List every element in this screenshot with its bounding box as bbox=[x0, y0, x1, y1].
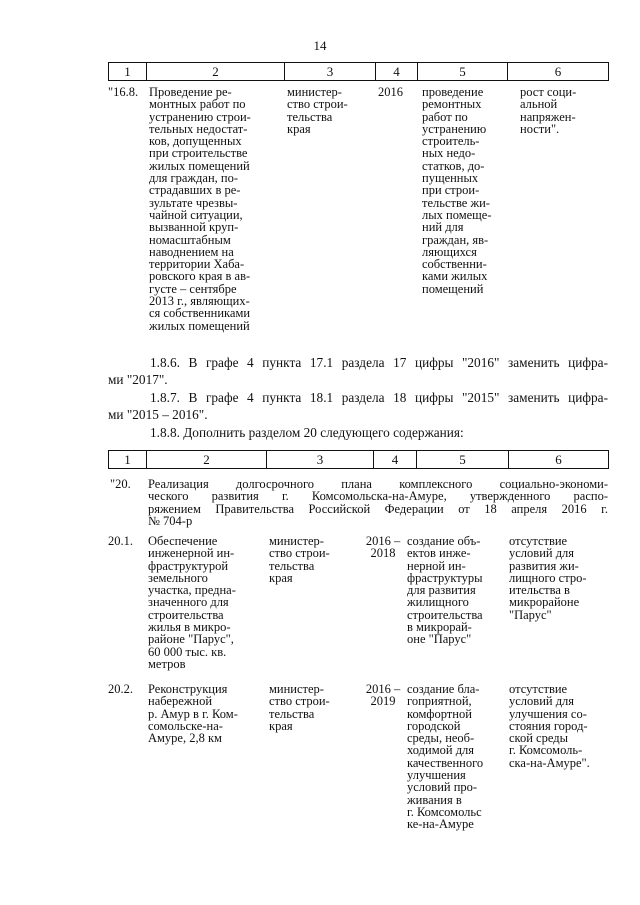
row-period: 2016 bbox=[378, 85, 403, 99]
section-title-line2: ческого развития г. Комсомольска-на-Амуре, утвержденного распо- bbox=[148, 489, 608, 504]
table2-header-col-1: 1 bbox=[109, 451, 147, 469]
section-title-line1: Реализация долгосрочного плана комплексного социально-экономи- bbox=[148, 477, 608, 491]
table1-header-col-4: 4 bbox=[376, 63, 418, 81]
table1-header-col-5: 5 bbox=[418, 63, 508, 81]
row-number: 20.1. bbox=[108, 534, 133, 548]
row-number: "16.8. bbox=[108, 85, 139, 99]
row-number: 20.2. bbox=[108, 682, 133, 696]
table1-header-col-3: 3 bbox=[285, 63, 376, 81]
section-title-line4: № 704-р bbox=[148, 513, 193, 528]
paragraph-1-8-8-text: 1.8.8. Дополнить разделом 20 следующего содержания: bbox=[150, 425, 464, 440]
table2-header-col-3: 3 bbox=[267, 451, 374, 469]
table1-header-col-6: 6 bbox=[508, 63, 609, 81]
table2-header-col-6: 6 bbox=[509, 451, 609, 469]
row-activity: Проведение ре- монтных работ по устранению строи- тельных недостат- ков, допущенных при строительстве жилых помещений для граждан, по- страдавших в ре- зультате чрезвы- чайной ситуации, вызванной круп- номасштабным наводнением на территории Хаба- ровского края в ав- густе – сентябре 2013 г., являющих- ся собственниками жилых помещений bbox=[149, 85, 251, 333]
row-risk: отсутствие условий для развития жи- лищного стро- ительства в микрорайоне "Парус" bbox=[509, 534, 587, 622]
paragraph-1-8-6 bbox=[108, 354, 608, 388]
page-number: 14 bbox=[313, 38, 327, 53]
row-executor: министер- ство строи- тельства края bbox=[269, 534, 330, 585]
table1-header bbox=[108, 62, 609, 81]
table2-header-col-2: 2 bbox=[147, 451, 267, 469]
row-result: создание бла- гоприятной, комфортной городской среды, необ- ходимой для качественного улучшения условий про- живания в г. Комсомольс ке-на-Амуре bbox=[407, 682, 484, 832]
row-risk: отсутствие условий для улучшения со- стояния город- ской среды г. Комсомоль- ска-на-Амуре". bbox=[509, 682, 590, 770]
section-number: "20. bbox=[110, 477, 131, 491]
table1-header-col-1: 1 bbox=[109, 63, 147, 81]
table2-header-col-5: 5 bbox=[417, 451, 509, 469]
paragraph-1-8-8 bbox=[108, 424, 608, 441]
section-title-line3: ряжением Правительства Российской Федерации от 18 апреля 2016 г. bbox=[148, 501, 608, 516]
row-executor: министер- ство строи- тельства края bbox=[269, 682, 330, 733]
paragraph-1-8-7 bbox=[108, 389, 608, 423]
row-activity: Реконструкция набережной р. Амур в г. Ком- сомольске-на- Амуре, 2,8 км bbox=[148, 682, 238, 746]
paragraph-1-8-6-line1: 1.8.6. В графе 4 пункта 17.1 раздела 17 цифры "2016" заменить цифра- bbox=[150, 355, 608, 370]
paragraph-1-8-7-line2: ми "2015 – 2016". bbox=[108, 407, 208, 422]
row-executor: министер- ство строи- тельства края bbox=[287, 85, 348, 136]
row-period: 2016 – 2019 bbox=[365, 682, 401, 709]
paragraph-1-8-6-line2: ми "2017". bbox=[108, 372, 168, 387]
table1-header-col-2: 2 bbox=[147, 63, 285, 81]
row-risk: рост соци- альной напряжен- ности". bbox=[520, 85, 577, 136]
row-activity: Обеспечение инженерной ин- фраструктурой земельного участка, предна- значенного для строительства жилья в микро- районе "Парус", 60 000 тыс. кв. метров bbox=[148, 534, 236, 671]
table2-header-col-4: 4 bbox=[374, 451, 417, 469]
row-period: 2016 – 2018 bbox=[365, 534, 401, 561]
row-result: создание объ- ектов инже- нерной ин- фраструктуры для развития жилищного строительства в микрорай- оне "Парус" bbox=[407, 534, 483, 647]
section-title bbox=[148, 478, 608, 527]
paragraph-1-8-7-line1: 1.8.7. В графе 4 пункта 18.1 раздела 18 цифры "2015" заменить цифра- bbox=[150, 390, 608, 405]
table2-header bbox=[108, 450, 609, 469]
row-result: проведение ремонтных работ по устранению строитель- ных недо- статков, до- пущенных при строи- тельстве жи- лых помеще- ний для граждан, яв- ляющихся собственни- ками жилых помещений bbox=[422, 85, 492, 296]
